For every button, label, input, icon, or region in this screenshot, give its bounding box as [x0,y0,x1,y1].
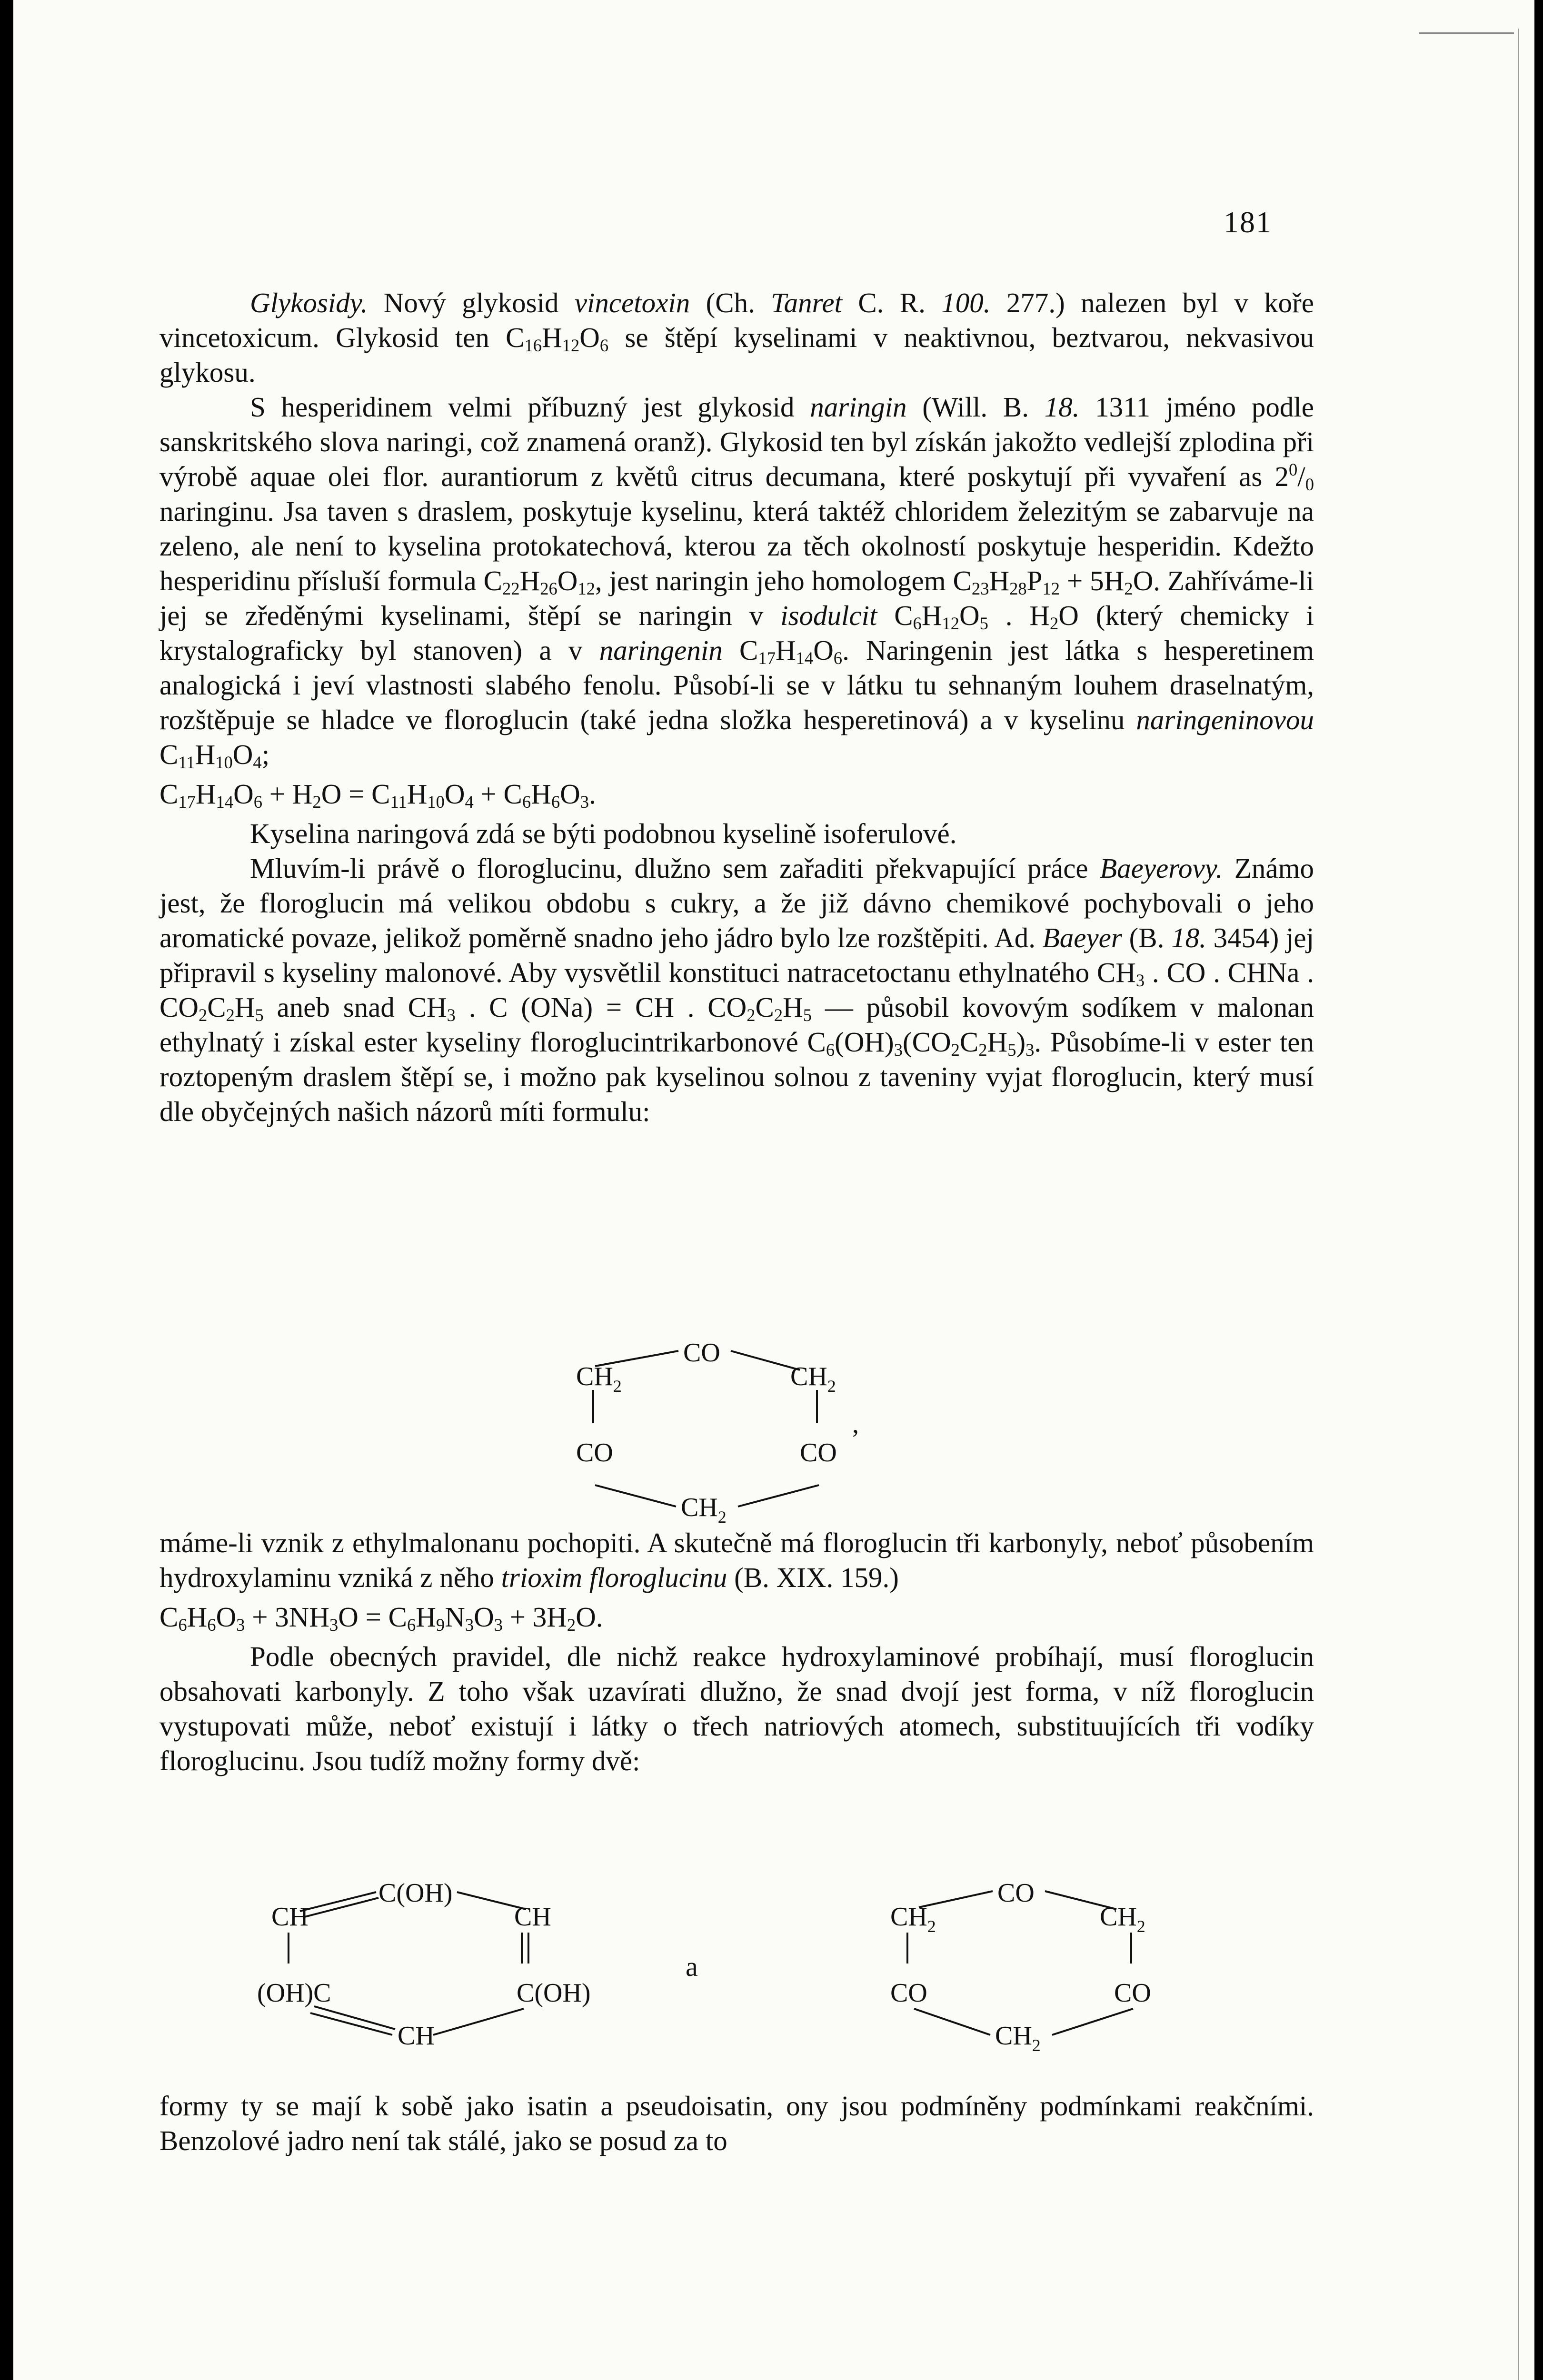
atom-right-bottom: CO [1114,1978,1151,2008]
structure-diagram-trione [562,1338,895,1537]
atom-right-top: $CH_2$ [1100,1902,1145,1936]
atom-bottom: $CH_2$ [995,2021,1041,2055]
paragraph-naringin: S hesperidinem velmi příbuzný jest glykosid naringin (Will. B. 18. 1311 jméno podle sanskritského slova naringi, což znamená oranž). Glykosid ten byl získán jakožto vedlejší zplodina při výrobě aquae olei flor. aurantiorum z květů citrus decumana, které poskytují při vyvaření as $2^0/_0$ naringinu. Jsa taven s draslem, poskytuje kyselinu, která taktéž chloridem železitým se zabarvuje na zeleno, ale není to kyselina protokatechová, kterou za těch okolností poskytuje hesperidin. Kdežto hesperidinu přísluší formula $C_{22}H_{26}O_{12}$, jest naringin jeho homologem $C_{23}H_{28}P_{12} + 5H_2O$. Zahříváme-li jej se zředěnými kyselinami, štěpí se naringin v isodulcit $C_6H_{12}O_5$ . $H_2O$ (který chemicky i krystalograficky byl stanoven) a v naringenin $C_{17}H_{14}O_6$. Naringenin jest látka s hesperetinem analogická i jeví vlastnosti slabého fenolu. Působí-li se v látku tu sehnaným louhem draselnatým, rozštěpuje se hladce ve floroglucin (také jedna složka hesperetinová) a v kyselinu naringeninovou $C_{11}H_{10}O_4$; [159,391,1314,773]
atom-top: C(OH) [378,1878,453,1908]
atom-left-bottom: CO [576,1438,613,1468]
equation-hydroxylamine: $C_6H_6O_3 + 3NH_3O = C_6H_9N_3O_3 + 3H_2O$. [159,1601,603,1635]
atom-top: CO [997,1878,1035,1908]
atom-top: CO [683,1338,720,1368]
paragraph-floroglucin: Mluvím-li právě o floroglucinu, dlužno sem zařaditi překvapující práce Baeyerovy. Známo jest, že floroglucin má velikou obdobu s cukry, a že již dávno chemikové pochybovali o jeho aromatické povaze, jelikož poměrně snadno jeho jádro bylo lze rozštěpiti. Ad. Baeyer (B. 18. 3454) jej připravil s kyseliny malonové. Aby vysvětlil konstituci natracetoctanu ethylnatého $CH_3$ . CO . CHNa . $CO_2C_2H_5$ aneb snad $CH_3$ . C (ONa) = CH . $CO_2C_2H_5$ — působil kovovým sodíkem v malonan ethylnatý i získal ester kyseliny floroglucintrikarbonové $C_6(OH)_3(CO_2C_2H_5)_3$. Působíme-li v ester ten roztopeným draslem štěpí se, i možno pak kyselinou solnou z taveniny vyjat floroglucin, který musí dle obyčejných našich názorů míti formulu: [159,853,1314,1127]
atom-bottom: CH [398,2021,435,2051]
text-block-middle [159,1526,1314,1778]
bond-bottom-right [1052,2009,1133,2035]
bond-bottom-left [595,1485,676,1507]
paragraph-kyselina-naringova: Kyselina naringová zdá se býti podobnou kyselině isoferulové. [250,818,957,849]
paragraph-obecna-pravidla: Podle obecných pravidel, dle nichž reakce hydroxylaminové probíhají, musí floroglucin obsahovati karbonyly. Z toho však uzavírati dlužno, že snad dvojí jest forma, v níž floroglucin vystupovati může, neboť existují i látky o třech natriových atomech, substituujících tři vodíky floroglucinu. Jsou tudíž možny formy dvě: [159,1641,1314,1776]
structure-diagram-keto [876,1878,1219,2078]
atom-right-top: CH [514,1902,551,1932]
text-block-top [159,286,1314,1129]
paragraph-isatin: formy ty se mají k sobě jako isatin a pseudoisatin, ony jsou podmíněny podmínkami reakčními. Benzolové jadro není tak stálé, jako se posud za to [159,2090,1314,2156]
page-number: 181 [1224,205,1272,239]
equation-naringenin: $C_{17}H_{14}O_6 + H_2O = C_{11}H_{10}O_4 + C_6H_6O_3$. [159,778,596,812]
atom-right-bottom: C(OH) [517,1978,591,2008]
atom-right-bottom: CO [800,1438,837,1468]
atom-bottom: $CH_2$ [681,1493,727,1527]
atom-left-bottom: (OH)C [257,1978,331,2008]
atom-right-top: $CH_2$ [790,1362,836,1396]
atom-left-top: CH [271,1902,309,1932]
paragraph-trioxim: máme-li vznik z ethylmalonanu pochopiti. A skutečně má floroglucin tři karbonyly, neboť působením hydroxylaminu vzniká z něho trioxim floroglucinu (B. XIX. 159.) [159,1527,1314,1593]
atom-left-top: $CH_2$ [576,1362,622,1396]
corner-mark [1419,32,1514,34]
bond-top-left [919,1891,993,1907]
paragraph-glykosidy: Glykosidy. Nový glykosid vincetoxin (Ch. Tanret C. R. 100. 277.) nalezen byl v kořе vincetoxicum. Glykosid ten $C_{16}H_{12}O_6$ se štěpí kyselinami v neaktivnou, beztvarou, nekvasivou glykosu. [159,287,1314,388]
atom-left-top: $CH_2$ [890,1902,936,1936]
atom-left-bottom: CO [890,1978,927,2008]
text-block-bottom [159,2089,1314,2158]
bond-bottom-right [433,2009,524,2035]
bond-top-right [731,1351,800,1370]
bond-bottom-right [738,1485,819,1507]
page-edge-line [1518,29,1519,2380]
structure-diagram-enol [257,1878,686,2078]
diagram-comma: , [852,1409,859,1439]
bond-bottom-left [914,2009,990,2035]
diagram-conjunction: a [686,1951,698,1982]
